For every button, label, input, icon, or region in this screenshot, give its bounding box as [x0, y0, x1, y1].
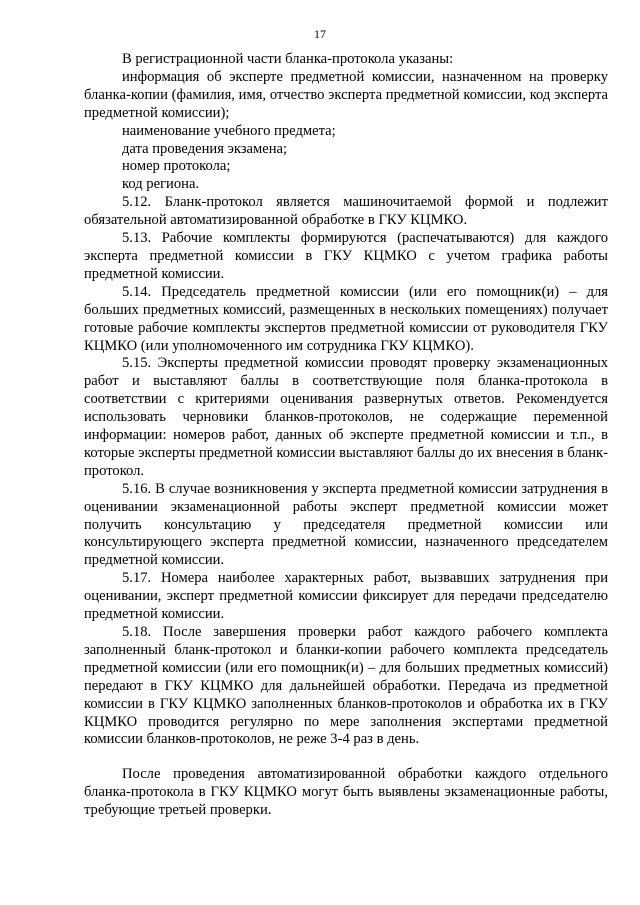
paragraph-5-17: 5.17. Номера наиболее характерных работ, вызвавших затруднения при оценивании, эксперт предметной комиссии фиксирует для передачи председателю предметной комиссии. — [84, 570, 608, 623]
paragraph-5-18: 5.18. После завершения проверки работ каждого рабочего комплекта заполненный бланк-протокол и бланки-копии рабочего комплекта председатель предметной комиссии (или его помощник(и) – для больших предметных комиссий) передают в ГКУ КЦМКО для дальнейшей обработки. Передача из предметной комиссии в ГКУ КЦМКО заполненных бланков-протоколов и обработка их в ГКУ КЦМКО проводится регулярно по мере заполнения экспертами предметной комиссии бланков-протоколов, не реже 3-4 раз в день. — [84, 624, 608, 748]
paragraph-registration-intro: В регистрационной части бланка-протокола указаны: — [122, 51, 454, 67]
paragraph-after-processing: После проведения автоматизированной обработки каждого отдельного бланка-протокола в ГКУ КЦМКО могут быть выявлены экзаменационные работы, требующие третьей проверки. — [84, 766, 608, 819]
paragraph-5-14: 5.14. Председатель предметной комиссии (или его помощник(и) – для больших предметных комиссий, размещенных в нескольких помещениях) получает готовые рабочие комплекты экспертов предметной комиссии от руководителя ГКУ КЦМКО (или уполномоченного им сотрудника ГКУ КЦМКО). — [84, 283, 608, 354]
paragraph-5-13: 5.13. Рабочие комплекты формируются (распечатываются) для каждого эксперта предметной комиссии в ГКУ КЦМКО с учетом графика работы предметной комиссии. — [84, 230, 608, 282]
list-item-protocol-number: номер протокола; — [122, 158, 231, 175]
paragraph-5-12: 5.12. Бланк-протокол является машиночитаемой формой и подлежит обязательной автоматизированной обработке в ГКУ КЦМКО. — [84, 194, 608, 229]
list-item-subject: наименование учебного предмета; — [122, 122, 336, 139]
paragraph-5-16: 5.16. В случае возникновения у эксперта предметной комиссии затруднения в оценивании экзаменационной работы эксперт предметной комиссии может получить консультацию у председателя предметной комиссии или консультирующего эксперта предметной комиссии, назначенного председателем предметной комиссии. — [84, 480, 608, 569]
page-content — [84, 51, 608, 820]
list-item-region-code: код региона. — [122, 176, 200, 193]
list-item-expert-info: информация об эксперте предметной комиссии, назначенном на проверку бланка-копии (фамилия, имя, отчество эксперта предметной комиссии, код эксперта предметной комиссии); — [84, 68, 608, 121]
paragraph-5-15: 5.15. Эксперты предметной комиссии проводят проверку экзаменационных работ и выставляют баллы в соответствующие поля бланка-протокола в соответствии с критериями оценивания развернутых ответов. Рекомендуется использовать черновики бланков-протоколов, не содержащие переменной информации: номеров работ, данных об эксперте предметной комиссии и т.п., в которые эксперты предметной комиссии выставляют баллы до их внесения в бланк-протокол. — [84, 355, 608, 479]
page-number: 17 — [314, 27, 326, 41]
list-item-exam-date: дата проведения экзамена; — [122, 140, 288, 157]
